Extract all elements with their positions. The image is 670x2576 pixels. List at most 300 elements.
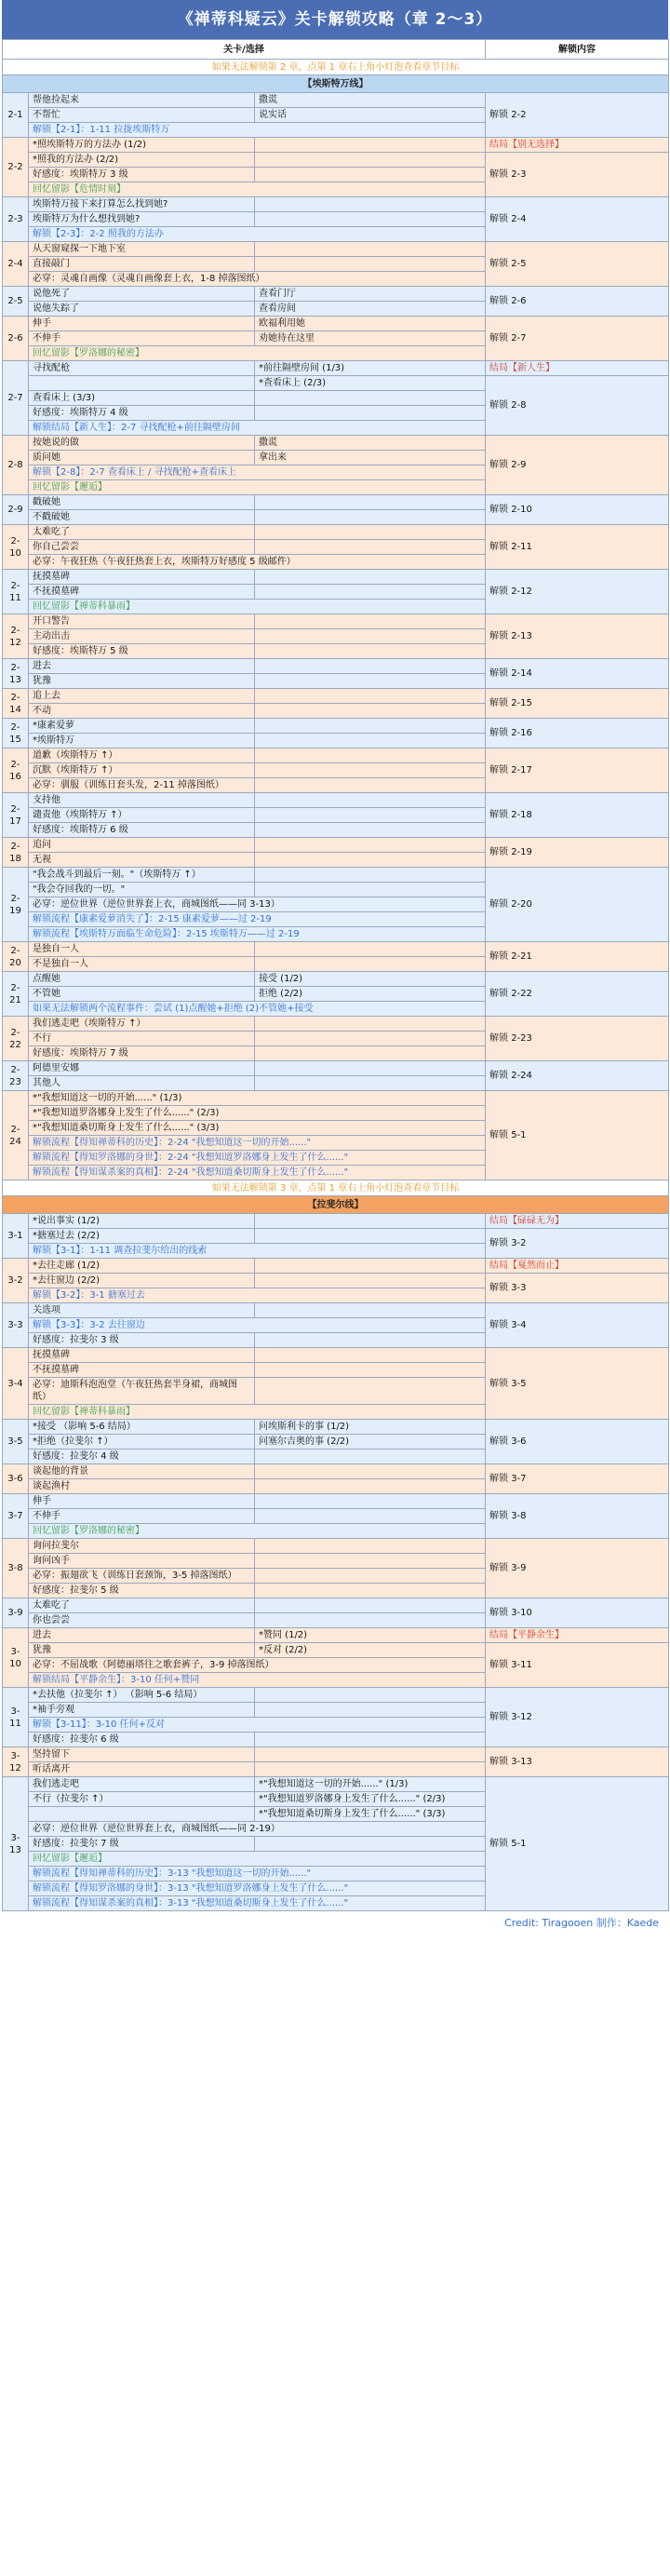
choice-sub-option bbox=[255, 704, 486, 719]
next-level-unlock: 解锁 2-7 bbox=[486, 317, 669, 361]
choice-sub-option: 接受 (1/2) bbox=[255, 972, 486, 987]
choice-option: 戳破她 bbox=[29, 495, 255, 510]
choice-option: 坚持留下 bbox=[29, 1747, 255, 1762]
choice-sub-option bbox=[255, 793, 486, 808]
next-level-unlock: 解锁 2-10 bbox=[486, 495, 669, 525]
unlock-condition: 解锁【3-3】：3-2 去往窗边 bbox=[29, 1318, 486, 1333]
choice-option: 开口警告 bbox=[29, 614, 255, 629]
next-level-unlock: 解锁 2-14 bbox=[486, 659, 669, 689]
choice-sub-option bbox=[255, 1363, 486, 1378]
choice-sub-option bbox=[255, 495, 486, 510]
choice-sub-option bbox=[255, 763, 486, 778]
choice-sub-option bbox=[255, 1061, 486, 1076]
guide-table bbox=[2, 39, 669, 1911]
choice-sub-option bbox=[255, 1017, 486, 1032]
choice-sub-option: *查看床上 (2/3) bbox=[255, 376, 486, 391]
choice-note: *"我想知道罗洛娜身上发生了什么......" (2/3) bbox=[29, 1106, 486, 1121]
unlock-condition: 解锁【3-11】：3-10 任何+反对 bbox=[29, 1718, 486, 1733]
memory-reward: 回忆留影【禅蒂科暴雨】 bbox=[29, 1405, 486, 1420]
choice-sub-option bbox=[255, 1303, 486, 1318]
choice-sub-option: *"我想知道这一切的开始......" (1/3) bbox=[255, 1777, 486, 1792]
level-number: 3-3 bbox=[3, 1303, 29, 1348]
choice-sub-option bbox=[255, 570, 486, 585]
unlock-condition: 解锁流程【得知禅蒂科的历史】：3-13 "我想知道这一切的开始......" bbox=[29, 1867, 486, 1881]
choice-sub-option bbox=[255, 585, 486, 600]
unlock-condition: 如果无法解锁两个流程事件：尝试 (1)点醒她+拒绝 (2)不管她+接受 bbox=[29, 1002, 486, 1017]
choice-option: 追问 bbox=[29, 838, 255, 853]
next-level-unlock: 解锁 2-19 bbox=[486, 838, 669, 868]
choice-sub-option: 查看门厅 bbox=[255, 287, 486, 302]
level-row bbox=[3, 972, 669, 987]
level-row bbox=[3, 1214, 669, 1229]
level-number: 2-5 bbox=[3, 287, 29, 317]
level-number: 2-11 bbox=[3, 570, 29, 614]
choice-sub-option bbox=[255, 153, 486, 168]
section-rafael: 【拉斐尔线】 bbox=[3, 1196, 669, 1214]
next-level-unlock: 解锁 3-5 bbox=[486, 1348, 669, 1420]
choice-sub-option bbox=[255, 1378, 486, 1405]
choice-option: 犹豫 bbox=[29, 1643, 255, 1658]
choice-note: 必穿：午夜狂热（午夜狂热套上衣，埃斯特万好感度 5 级邮件） bbox=[29, 555, 486, 570]
level-number: 3-9 bbox=[3, 1598, 29, 1628]
choice-sub-option bbox=[255, 1762, 486, 1777]
next-level-unlock: 解锁 3-9 bbox=[486, 1539, 669, 1598]
choice-sub-option bbox=[255, 734, 486, 749]
choice-sub-option bbox=[255, 138, 486, 153]
level-number: 2-16 bbox=[3, 749, 29, 793]
level-row bbox=[3, 838, 669, 853]
choice-option: 沉默（埃斯特万 ↑） bbox=[29, 763, 255, 778]
choice-option: *康素爱萝 bbox=[29, 719, 255, 734]
choice-option: 说他失踪了 bbox=[29, 302, 255, 317]
choice-sub-option: *前往隔壁房间 (1/3) bbox=[255, 361, 486, 376]
choice-option: 不动 bbox=[29, 704, 255, 719]
choice-option: 抚摸墓碑 bbox=[29, 570, 255, 585]
choice-option: 帮他捡起来 bbox=[29, 93, 255, 108]
choice-sub-option bbox=[255, 719, 486, 734]
level-number: 2-9 bbox=[3, 495, 29, 525]
choice-sub-option: 拿出来 bbox=[255, 451, 486, 465]
choice-option: 谈起渔村 bbox=[29, 1479, 255, 1494]
choice-option: 无视 bbox=[29, 853, 255, 868]
choice-option: 询问拉斐尔 bbox=[29, 1539, 255, 1554]
next-level-unlock: 解锁 2-4 bbox=[486, 197, 669, 242]
level-row bbox=[3, 659, 669, 674]
guide-page bbox=[2, 0, 668, 1935]
level-row bbox=[3, 1259, 669, 1274]
level-number: 2-8 bbox=[3, 436, 29, 495]
level-number: 3-10 bbox=[3, 1628, 29, 1688]
level-row bbox=[3, 1747, 669, 1762]
choice-option: 必穿：振翅欲飞（训练日套颈饰，3-5 掉落图纸） bbox=[29, 1569, 255, 1584]
level-row bbox=[3, 242, 669, 257]
choice-sub-option bbox=[255, 1450, 486, 1464]
choice-option: *照我的方法办 (2/2) bbox=[29, 153, 255, 168]
choice-sub-option bbox=[255, 1333, 486, 1348]
choice-option: 好感度：埃斯特万 4 级 bbox=[29, 406, 255, 421]
choice-note: *"我想知道这一切的开始......" (1/3) bbox=[29, 1091, 486, 1106]
level-number: 3-12 bbox=[3, 1747, 29, 1777]
choice-sub-option bbox=[255, 1229, 486, 1244]
choice-sub-option bbox=[255, 1509, 486, 1524]
choice-option: 好感度：拉斐尔 7 级 bbox=[29, 1837, 255, 1852]
choice-sub-option bbox=[255, 823, 486, 838]
unlock-condition: 解锁【3-1】：1-11 调查拉斐尔给出的线索 bbox=[29, 1244, 486, 1259]
level-row bbox=[3, 1303, 669, 1318]
choice-option: 你自己尝尝 bbox=[29, 540, 255, 555]
choice-sub-option bbox=[255, 629, 486, 644]
choice-sub-option bbox=[255, 1214, 486, 1229]
choice-sub-option bbox=[255, 1274, 486, 1288]
choice-sub-option bbox=[255, 1733, 486, 1747]
choice-option bbox=[29, 1807, 255, 1822]
choice-option: 道歉（埃斯特万 ↑） bbox=[29, 749, 255, 763]
level-row bbox=[3, 361, 669, 376]
choice-sub-option bbox=[255, 1259, 486, 1274]
level-row bbox=[3, 1539, 669, 1554]
level-row bbox=[3, 495, 669, 510]
level-row bbox=[3, 749, 669, 763]
choice-sub-option bbox=[255, 168, 486, 182]
choice-option: 不管她 bbox=[29, 987, 255, 1002]
unlock-condition: 解锁【2-3】：2-2 照我的方法办 bbox=[29, 227, 486, 242]
level-row bbox=[3, 868, 669, 883]
next-level-unlock: 解锁 2-3 bbox=[486, 153, 669, 197]
choice-option bbox=[29, 376, 255, 391]
choice-option: 从天窗窥探一下地下室 bbox=[29, 242, 255, 257]
level-row bbox=[3, 1348, 669, 1363]
page-title: 《禅蒂科疑云》关卡解锁攻略（章 2～3） bbox=[2, 0, 668, 39]
choice-option: 好感度：埃斯特万 6 级 bbox=[29, 823, 255, 838]
level-row bbox=[3, 570, 669, 585]
choice-note: 必穿：不屈战歌（阿德丽塔往之歌套裤子，3-9 掉落图纸） bbox=[29, 1658, 486, 1673]
next-level-unlock: 解锁 2-5 bbox=[486, 242, 669, 287]
level-row bbox=[3, 1017, 669, 1032]
choice-option: *埃斯特万 bbox=[29, 734, 255, 749]
next-level-unlock: 解锁 3-3 bbox=[486, 1274, 669, 1303]
level-number: 3-4 bbox=[3, 1348, 29, 1420]
next-level-unlock: 解锁 2-9 bbox=[486, 436, 669, 495]
choice-option: 不戳破她 bbox=[29, 510, 255, 525]
choice-option: 是独自一人 bbox=[29, 942, 255, 957]
choice-option: 必穿：迪斯科泡泡堂（午夜狂热套半身裙，商城图纸） bbox=[29, 1378, 255, 1405]
choice-option: 按她说的做 bbox=[29, 436, 255, 451]
level-row bbox=[3, 138, 669, 153]
next-level-unlock: 解锁 5-1 bbox=[486, 1091, 669, 1180]
choice-option: "我会夺回我的一切。" bbox=[29, 883, 255, 897]
choice-option: 关选项 bbox=[29, 1303, 255, 1318]
level-number: 2-22 bbox=[3, 1017, 29, 1061]
level-number: 2-1 bbox=[3, 93, 29, 138]
ending-unlock: 结局【别无选择】 bbox=[486, 138, 669, 153]
choice-option: 询问凶手 bbox=[29, 1554, 255, 1569]
choice-sub-option bbox=[255, 1032, 486, 1046]
choice-sub-option bbox=[255, 1584, 486, 1598]
unlock-condition: 解锁流程【得知谋杀案的真相】：3-13 "我想知道桑切斯身上发生了什么......" bbox=[29, 1896, 486, 1911]
next-level-unlock: 解锁 3-13 bbox=[486, 1747, 669, 1777]
choice-option: 好感度：拉斐尔 4 级 bbox=[29, 1450, 255, 1464]
choice-sub-option bbox=[255, 1554, 486, 1569]
choice-option: 不行 bbox=[29, 1032, 255, 1046]
choice-option: 我们逃走吧（埃斯特万 ↑） bbox=[29, 1017, 255, 1032]
choice-sub-option bbox=[255, 212, 486, 227]
level-row bbox=[3, 1494, 669, 1509]
choice-option: 进去 bbox=[29, 659, 255, 674]
level-row bbox=[3, 376, 669, 391]
choice-option: 你也尝尝 bbox=[29, 1613, 255, 1628]
choice-option: *袖手旁观 bbox=[29, 1703, 255, 1718]
next-level-unlock: 解锁 3-10 bbox=[486, 1598, 669, 1628]
choice-note: 必穿：逆位世界（逆位世界套上衣，商城图纸——同 3-13） bbox=[29, 897, 486, 912]
level-row bbox=[3, 1420, 669, 1435]
level-number: 2-10 bbox=[3, 525, 29, 570]
choice-option: 阿德里安娜 bbox=[29, 1061, 255, 1076]
choice-sub-option bbox=[255, 868, 486, 883]
choice-sub-option: 问塞尔吉奥的事 (2/2) bbox=[255, 1435, 486, 1450]
choice-sub-option: *赞同 (1/2) bbox=[255, 1628, 486, 1643]
level-number: 2-4 bbox=[3, 242, 29, 287]
choice-sub-option bbox=[255, 853, 486, 868]
choice-option: *去往走廊 (1/2) bbox=[29, 1259, 255, 1274]
level-number: 2-23 bbox=[3, 1061, 29, 1091]
choice-sub-option bbox=[255, 674, 486, 689]
level-number: 3-8 bbox=[3, 1539, 29, 1598]
choice-option: 犹豫 bbox=[29, 674, 255, 689]
level-row bbox=[3, 1688, 669, 1703]
level-row bbox=[3, 1091, 669, 1106]
level-number: 3-2 bbox=[3, 1259, 29, 1303]
choice-sub-option: *"我想知道桑切斯身上发生了什么......" (3/3) bbox=[255, 1807, 486, 1822]
level-number: 3-7 bbox=[3, 1494, 29, 1539]
choice-sub-option bbox=[255, 1348, 486, 1363]
level-number: 2-6 bbox=[3, 317, 29, 361]
choice-sub-option bbox=[255, 1747, 486, 1762]
level-number: 2-2 bbox=[3, 138, 29, 197]
level-number: 3-11 bbox=[3, 1688, 29, 1747]
choice-sub-option bbox=[255, 391, 486, 406]
next-level-unlock: 解锁 2-18 bbox=[486, 793, 669, 838]
level-number: 2-17 bbox=[3, 793, 29, 838]
choice-sub-option bbox=[255, 406, 486, 421]
choice-sub-option bbox=[255, 644, 486, 659]
unlock-condition: 解锁【2-8】：2-7 查看床上 / 寻找配枪+查看床上 bbox=[29, 465, 486, 480]
choice-option: 好感度：拉斐尔 6 级 bbox=[29, 1733, 255, 1747]
choice-sub-option bbox=[255, 1464, 486, 1479]
next-level-unlock: 解锁 2-13 bbox=[486, 614, 669, 659]
header-level: 关卡/选择 bbox=[3, 40, 486, 60]
next-level-unlock: 解锁 2-8 bbox=[486, 376, 669, 436]
choice-option: *照埃斯特万的方法办 (1/2) bbox=[29, 138, 255, 153]
level-row bbox=[3, 93, 669, 108]
choice-sub-option: 查看房间 bbox=[255, 302, 486, 317]
ending-unlock: 结局【戛然而止】 bbox=[486, 1259, 669, 1274]
choice-sub-option bbox=[255, 1479, 486, 1494]
level-number: 2-7 bbox=[3, 361, 29, 436]
next-level-unlock: 解锁 3-4 bbox=[486, 1303, 669, 1348]
next-level-unlock: 解锁 2-23 bbox=[486, 1017, 669, 1061]
unlock-condition: 解锁流程【康素爱萝消失了】：2-15 康素爱萝——过 2-19 bbox=[29, 912, 486, 927]
level-number: 2-20 bbox=[3, 942, 29, 972]
level-number: 2-14 bbox=[3, 689, 29, 719]
choice-option: 必穿：驯服（训练日套头发，2-11 掉落图纸） bbox=[29, 778, 255, 793]
next-level-unlock: 解锁 2-21 bbox=[486, 942, 669, 972]
level-row bbox=[3, 287, 669, 302]
level-number: 2-19 bbox=[3, 868, 29, 942]
unlock-condition: 解锁流程【得知禅蒂科的历史】：2-24 "我想知道这一切的开始......" bbox=[29, 1136, 486, 1151]
choice-sub-option bbox=[255, 257, 486, 272]
level-row bbox=[3, 793, 669, 808]
ending-unlock: 结局【碌碌无为】 bbox=[486, 1214, 669, 1229]
choice-option: 点醒她 bbox=[29, 972, 255, 987]
choice-option: 好感度：拉斐尔 3 级 bbox=[29, 1333, 255, 1348]
choice-option: 不抚摸墓碑 bbox=[29, 585, 255, 600]
choice-option: 主动出击 bbox=[29, 629, 255, 644]
level-number: 2-12 bbox=[3, 614, 29, 659]
credit-footer: Credit: Tiragooen 制作：Kaede bbox=[504, 1917, 659, 1929]
choice-option: 好感度：拉斐尔 5 级 bbox=[29, 1584, 255, 1598]
unlock-condition: 解锁流程【得知罗洛娜的身世】：3-13 "我想知道罗洛娜身上发生了什么......" bbox=[29, 1881, 486, 1896]
next-level-unlock: 解锁 3-7 bbox=[486, 1464, 669, 1494]
choice-option: "我会战斗到最后一刻。"（埃斯特万 ↑） bbox=[29, 868, 255, 883]
choice-sub-option bbox=[255, 659, 486, 674]
choice-option: 太难吃了 bbox=[29, 1598, 255, 1613]
chapter3-note: 如果无法解锁第 3 章，点第 1 章右上角小灯泡查看章节目标 bbox=[3, 1180, 669, 1196]
choice-option: 其他人 bbox=[29, 1076, 255, 1091]
level-row bbox=[3, 942, 669, 957]
choice-option: 直接敲门 bbox=[29, 257, 255, 272]
level-row bbox=[3, 719, 669, 734]
choice-option: 不行（拉斐尔 ↑） bbox=[29, 1792, 255, 1807]
choice-sub-option bbox=[255, 1837, 486, 1852]
choice-option: 进去 bbox=[29, 1628, 255, 1643]
choice-option: 好感度：埃斯特万 3 级 bbox=[29, 168, 255, 182]
choice-note: 必穿：逆位世界（逆位世界套上衣，商城图纸——同 2-19） bbox=[29, 1822, 486, 1837]
choice-option: *搪塞过去 (2/2) bbox=[29, 1229, 255, 1244]
choice-sub-option bbox=[255, 957, 486, 972]
level-row bbox=[3, 317, 669, 331]
choice-option: 埃斯特万接下来打算怎么找到她? bbox=[29, 197, 255, 212]
unlock-condition: 解锁【2-1】：1-11 拉拢埃斯特万 bbox=[29, 123, 486, 138]
choice-sub-option bbox=[255, 689, 486, 704]
next-level-unlock: 解锁 3-6 bbox=[486, 1420, 669, 1464]
choice-sub-option bbox=[255, 1703, 486, 1718]
choice-option: 听话离开 bbox=[29, 1762, 255, 1777]
memory-reward: 回忆留影【邂逅】 bbox=[29, 1852, 486, 1867]
choice-option: *去往窗边 (2/2) bbox=[29, 1274, 255, 1288]
choice-option: 说他死了 bbox=[29, 287, 255, 302]
choice-sub-option bbox=[255, 1494, 486, 1509]
memory-reward: 回忆留影【危情时刻】 bbox=[29, 182, 486, 197]
choice-option: *接受 （影响 5-6 结局） bbox=[29, 1420, 255, 1435]
choice-sub-option bbox=[255, 1539, 486, 1554]
next-level-unlock: 解锁 2-12 bbox=[486, 570, 669, 614]
choice-option: 埃斯特万为什么想找到她? bbox=[29, 212, 255, 227]
choice-option: *拒绝（拉斐尔 ↑） bbox=[29, 1435, 255, 1450]
choice-sub-option bbox=[255, 242, 486, 257]
level-row bbox=[3, 1777, 669, 1792]
level-number: 3-13 bbox=[3, 1777, 29, 1911]
choice-option: 不是独自一人 bbox=[29, 957, 255, 972]
choice-option: 伸手 bbox=[29, 317, 255, 331]
choice-sub-option bbox=[255, 1569, 486, 1584]
choice-sub-option: 撒谎 bbox=[255, 93, 486, 108]
choice-option: 不伸手 bbox=[29, 1509, 255, 1524]
level-row bbox=[3, 1598, 669, 1613]
choice-option: 我们逃走吧 bbox=[29, 1777, 255, 1792]
choice-sub-option: 说实话 bbox=[255, 108, 486, 123]
choice-option: 支持他 bbox=[29, 793, 255, 808]
level-number: 2-3 bbox=[3, 197, 29, 242]
choice-sub-option: 欧福利用她 bbox=[255, 317, 486, 331]
choice-sub-option bbox=[255, 197, 486, 212]
choice-note: 必穿：灵魂自画像（灵魂自画像套上衣，1-8 掉落图纸） bbox=[29, 272, 486, 287]
choice-option: 好感度：埃斯特万 7 级 bbox=[29, 1046, 255, 1061]
level-row bbox=[3, 525, 669, 540]
header-unlock: 解锁内容 bbox=[486, 40, 669, 60]
choice-sub-option bbox=[255, 1688, 486, 1703]
level-number: 2-21 bbox=[3, 972, 29, 1017]
choice-option: 太难吃了 bbox=[29, 525, 255, 540]
next-level-unlock: 解锁 2-20 bbox=[486, 868, 669, 942]
choice-sub-option: 劝她待在这里 bbox=[255, 331, 486, 346]
next-level-unlock: 解锁 2-6 bbox=[486, 287, 669, 317]
ending-unlock: 结局【平静余生】 bbox=[486, 1628, 669, 1643]
level-row bbox=[3, 1643, 669, 1658]
level-number: 2-13 bbox=[3, 659, 29, 689]
choice-option: 不帮忙 bbox=[29, 108, 255, 123]
unlock-condition: 解锁【3-2】：3-1 搪塞过去 bbox=[29, 1288, 486, 1303]
level-number: 3-1 bbox=[3, 1214, 29, 1259]
choice-option: *去扶他（拉斐尔 ↑） （影响 5-6 结局） bbox=[29, 1688, 255, 1703]
memory-reward: 回忆留影【邂逅】 bbox=[29, 480, 486, 495]
section-esteban: 【埃斯特万线】 bbox=[3, 75, 669, 93]
next-level-unlock: 解锁 2-2 bbox=[486, 93, 669, 138]
level-number: 2-18 bbox=[3, 838, 29, 868]
unlock-condition: 解锁流程【埃斯特万面临生命危险】：2-15 埃斯特万——过 2-19 bbox=[29, 927, 486, 942]
choice-sub-option bbox=[255, 838, 486, 853]
chapter2-note: 如果无法解锁第 2 章，点第 1 章右上角小灯泡查看章节目标 bbox=[3, 60, 669, 75]
choice-sub-option bbox=[255, 614, 486, 629]
level-row bbox=[3, 1229, 669, 1244]
choice-note: *"我想知道桑切斯身上发生了什么......" (3/3) bbox=[29, 1121, 486, 1136]
next-level-unlock: 解锁 3-8 bbox=[486, 1494, 669, 1539]
choice-sub-option bbox=[255, 1613, 486, 1628]
level-number: 2-15 bbox=[3, 719, 29, 749]
next-level-unlock: 解锁 2-24 bbox=[486, 1061, 669, 1091]
choice-sub-option: *"我想知道罗洛娜身上发生了什么......" (2/3) bbox=[255, 1792, 486, 1807]
choice-sub-option: 问埃斯利卡的事 (1/2) bbox=[255, 1420, 486, 1435]
next-level-unlock: 解锁 2-11 bbox=[486, 525, 669, 570]
choice-sub-option bbox=[255, 1598, 486, 1613]
choice-option: 伸手 bbox=[29, 1494, 255, 1509]
choice-sub-option bbox=[255, 883, 486, 897]
next-level-unlock: 解锁 3-11 bbox=[486, 1643, 669, 1688]
level-number: 3-5 bbox=[3, 1420, 29, 1464]
choice-sub-option bbox=[255, 510, 486, 525]
next-level-unlock: 解锁 2-16 bbox=[486, 719, 669, 749]
choice-option: 追上去 bbox=[29, 689, 255, 704]
choice-option: 抚摸墓碑 bbox=[29, 1348, 255, 1363]
unlock-condition: 解锁结局【平静余生】：3-10 任何+赞同 bbox=[29, 1673, 486, 1688]
unlock-condition: 解锁流程【得知谋杀案的真相】：2-24 "我想知道桑切斯身上发生了什么......" bbox=[29, 1166, 486, 1180]
choice-sub-option bbox=[255, 1046, 486, 1061]
level-row bbox=[3, 153, 669, 168]
next-level-unlock: 解锁 5-1 bbox=[486, 1777, 669, 1911]
choice-sub-option: 拒绝 (2/2) bbox=[255, 987, 486, 1002]
choice-sub-option bbox=[255, 749, 486, 763]
next-level-unlock: 解锁 2-22 bbox=[486, 972, 669, 1017]
next-level-unlock: 解锁 2-17 bbox=[486, 749, 669, 793]
